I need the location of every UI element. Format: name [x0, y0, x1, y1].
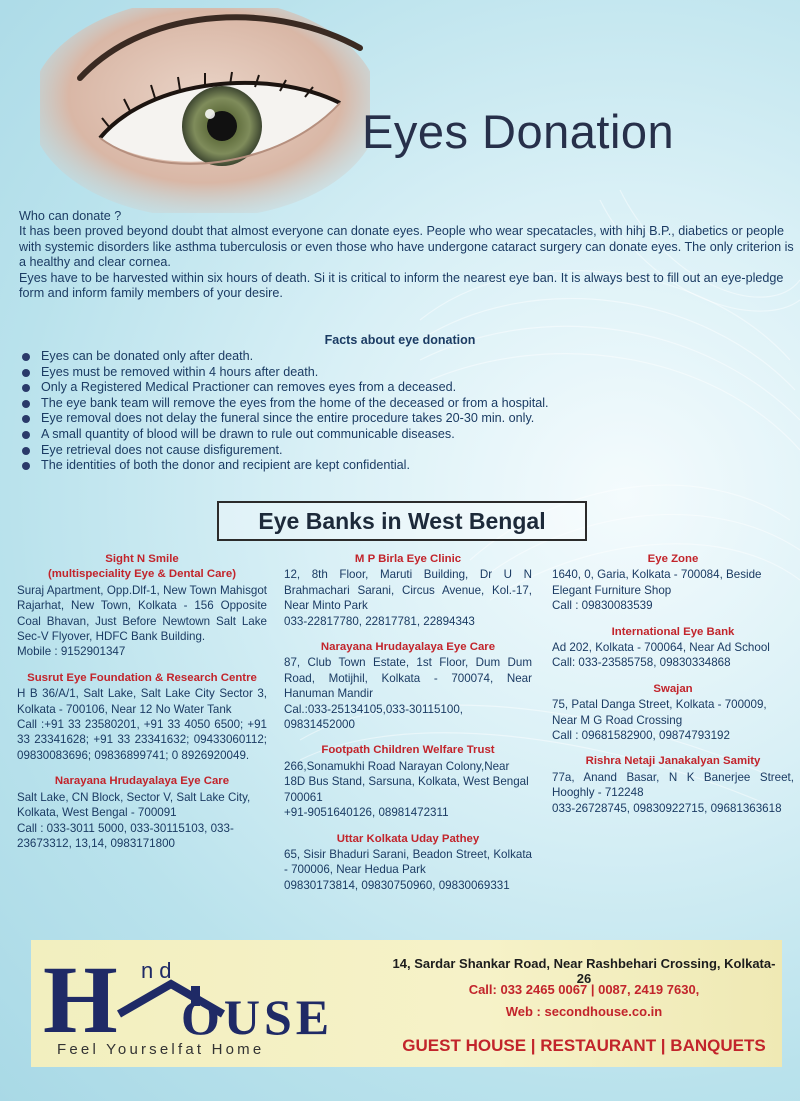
intro-paragraph-2: Eyes have to be harvested within six hours of death. Si it is critical to inform the nearest eye ban. It is always best to fill out an eye-pledge form and inform family members of your desire. [19, 270, 784, 301]
bullet-icon [22, 431, 30, 439]
bank-entry [17, 671, 267, 763]
bank-address: Salt Lake, CN Block, Sector V, Salt Lake City, Kolkata, West Bengal - 700091 Call : 033-3011 5000, 033-30115103, 033-23673312, 13,14, 0983171800 [17, 790, 251, 850]
intro-paragraph-1: It has been proved beyond doubt that almost everyone can donate eyes. People who wear specatacles, with hihj B.P., diabetics or people with systemic disorders like asthma tuberculosis or even those who have undergone cataract surgery can donate eyes. The only criterion is a healthy and clear cornea. [19, 224, 794, 270]
bank-entry [552, 682, 794, 744]
page-title: Eyes Donation [362, 105, 675, 158]
bank-entry [552, 625, 794, 671]
fact-item: The identities of both the donor and recipient are kept confidential. [22, 458, 782, 474]
eye-banks-heading: Eye Banks in West Bengal [217, 501, 587, 541]
fact-item: Eye removal does not delay the funeral since the entire procedure takes 20-30 min. only. [22, 411, 782, 427]
bank-address: Suraj Apartment, Opp.Dlf-1, New Town Mahisgot Rajarhat, New Town, Kolkata - 156 Opposite Coal Bhavan, Just Before Newtown Salt Lake Sec-V Flyover, HDFC Bank Building. Mobile : 9152901347 [17, 583, 267, 659]
facts-heading: Facts about eye donation [324, 333, 476, 347]
bullet-icon [22, 369, 30, 377]
facts-list [22, 349, 782, 474]
fact-item: Eyes must be removed within 4 hours after death. [22, 365, 782, 381]
advert-address: 14, Sardar Shankar Road, Near Rashbehari Crossing, Kolkata-26 [392, 956, 776, 986]
bank-entry [284, 832, 532, 894]
logo-superscript: nd [141, 958, 178, 983]
bank-entry [552, 754, 794, 816]
bank-name: Rishra Netaji Janakalyan Samity [585, 755, 761, 768]
advert-phone: Call: 033 2465 0067 | 0087, 2419 7630, [468, 982, 700, 997]
advert-website: Web : secondhouse.co.in [505, 1004, 663, 1019]
fact-item: The eye bank team will remove the eyes from the home of the deceased or from a hospital. [22, 396, 782, 412]
fact-item: Eyes can be donated only after death. [22, 349, 782, 365]
bank-entry [17, 552, 267, 660]
tagline: Feel Yourselfat Home [57, 1041, 265, 1058]
bank-name: Sight N Smile (multispeciality Eye & Dental Care) [47, 553, 236, 581]
bank-entry [284, 743, 532, 820]
fact-item: A small quantity of blood will be drawn to rule out communicable diseases. [22, 427, 782, 443]
banks-column-2 [284, 552, 532, 904]
bank-name: Uttar Kolkata Uday Pathey [336, 832, 480, 845]
intro-question: Who can donate ? [19, 209, 122, 223]
intro-text [19, 209, 795, 301]
bank-name: Eye Zone [647, 553, 699, 565]
bank-name: Swajan [653, 682, 693, 695]
bank-entry [552, 552, 794, 614]
bullet-icon [22, 384, 30, 392]
bank-address: H B 36/A/1, Salt Lake, Salt Lake City Sector 3, Kolkata - 700106, Near 12 No Water Tank Call :+91 33 23580201, +91 33 4050 6500; +91 33 23341628; +91 33 23341632; 09433060112; 09830083696; 09836899741; 0 8926920049. [17, 687, 267, 762]
bank-name: M P Birla Eye Clinic [354, 553, 462, 565]
bank-address: Ad 202, Kolkata - 700064, Near Ad School Call: 033-23585758, 09830334868 [552, 641, 770, 670]
bullet-icon [22, 400, 30, 408]
bank-address: 12, 8th Floor, Maruti Building, Dr U N Brahmachari Sarani, Circus Avenue, Kol.-17, Near Minto Park 033-22817780, 22817781, 22894343 [284, 568, 532, 628]
second-house-advert [31, 940, 782, 1067]
fact-item: Eye retrieval does not cause disfigurement. [22, 443, 782, 459]
bank-name: International Eye Bank [611, 625, 735, 638]
banks-column-1 [17, 552, 267, 862]
fact-item: Only a Registered Medical Practioner can removes eyes from a deceased. [22, 380, 782, 396]
bullet-icon [22, 462, 30, 470]
advert-services: GUEST HOUSE | RESTAURANT | BANQUETS [402, 1036, 766, 1055]
logo-letter: H [43, 948, 118, 1053]
bank-address: 87, Club Town Estate, 1st Floor, Dum Dum Road, Motijhil, Kolkata - 700074, Near Hanuman Mandir Cal.:033-25134105,033-30115100, 09831452000 [284, 656, 532, 732]
bank-name: Susrut Eye Foundation & Research Centre [27, 671, 257, 684]
bank-address: 75, Patal Danga Street, Kolkata - 700009, Near M G Road Crossing Call : 09681582900, 09874793192 [552, 698, 767, 743]
banks-column-3 [552, 552, 794, 827]
logo-word: OUSE [181, 989, 334, 1045]
bank-name: Narayana Hrudayalaya Eye Care [320, 641, 496, 654]
bullet-icon [22, 447, 30, 455]
bank-entry [284, 552, 532, 629]
bank-address: 77a, Anand Basar, N K Banerjee Street, Hooghly - 712248 033-26728745, 09830922715, 09681363618 [552, 770, 794, 815]
bank-address: 65, Sisir Bhaduri Sarani, Beadon Street, Kolkata - 700006, Near Hedua Park 09830173814, 09830750960, 09830069331 [284, 847, 532, 892]
eye-illustration [40, 8, 370, 213]
bank-name: Footpath Children Welfare Trust [321, 744, 495, 757]
bank-entry [284, 640, 532, 732]
bank-entry [17, 774, 267, 851]
bullet-icon [22, 415, 30, 423]
bank-address: 266,Sonamukhi Road Narayan Colony,Near 18D Bus Stand, Sarsuna, Kolkata, West Bengal 700061 +91-9051640126, 08981472311 [284, 759, 529, 820]
bank-name: Narayana Hrudayalaya Eye Care [54, 775, 230, 788]
bullet-icon [22, 353, 30, 361]
bank-address: 1640, 0, Garia, Kolkata - 700084, Beside Elegant Furniture Shop Call : 09830083539 [552, 568, 762, 613]
